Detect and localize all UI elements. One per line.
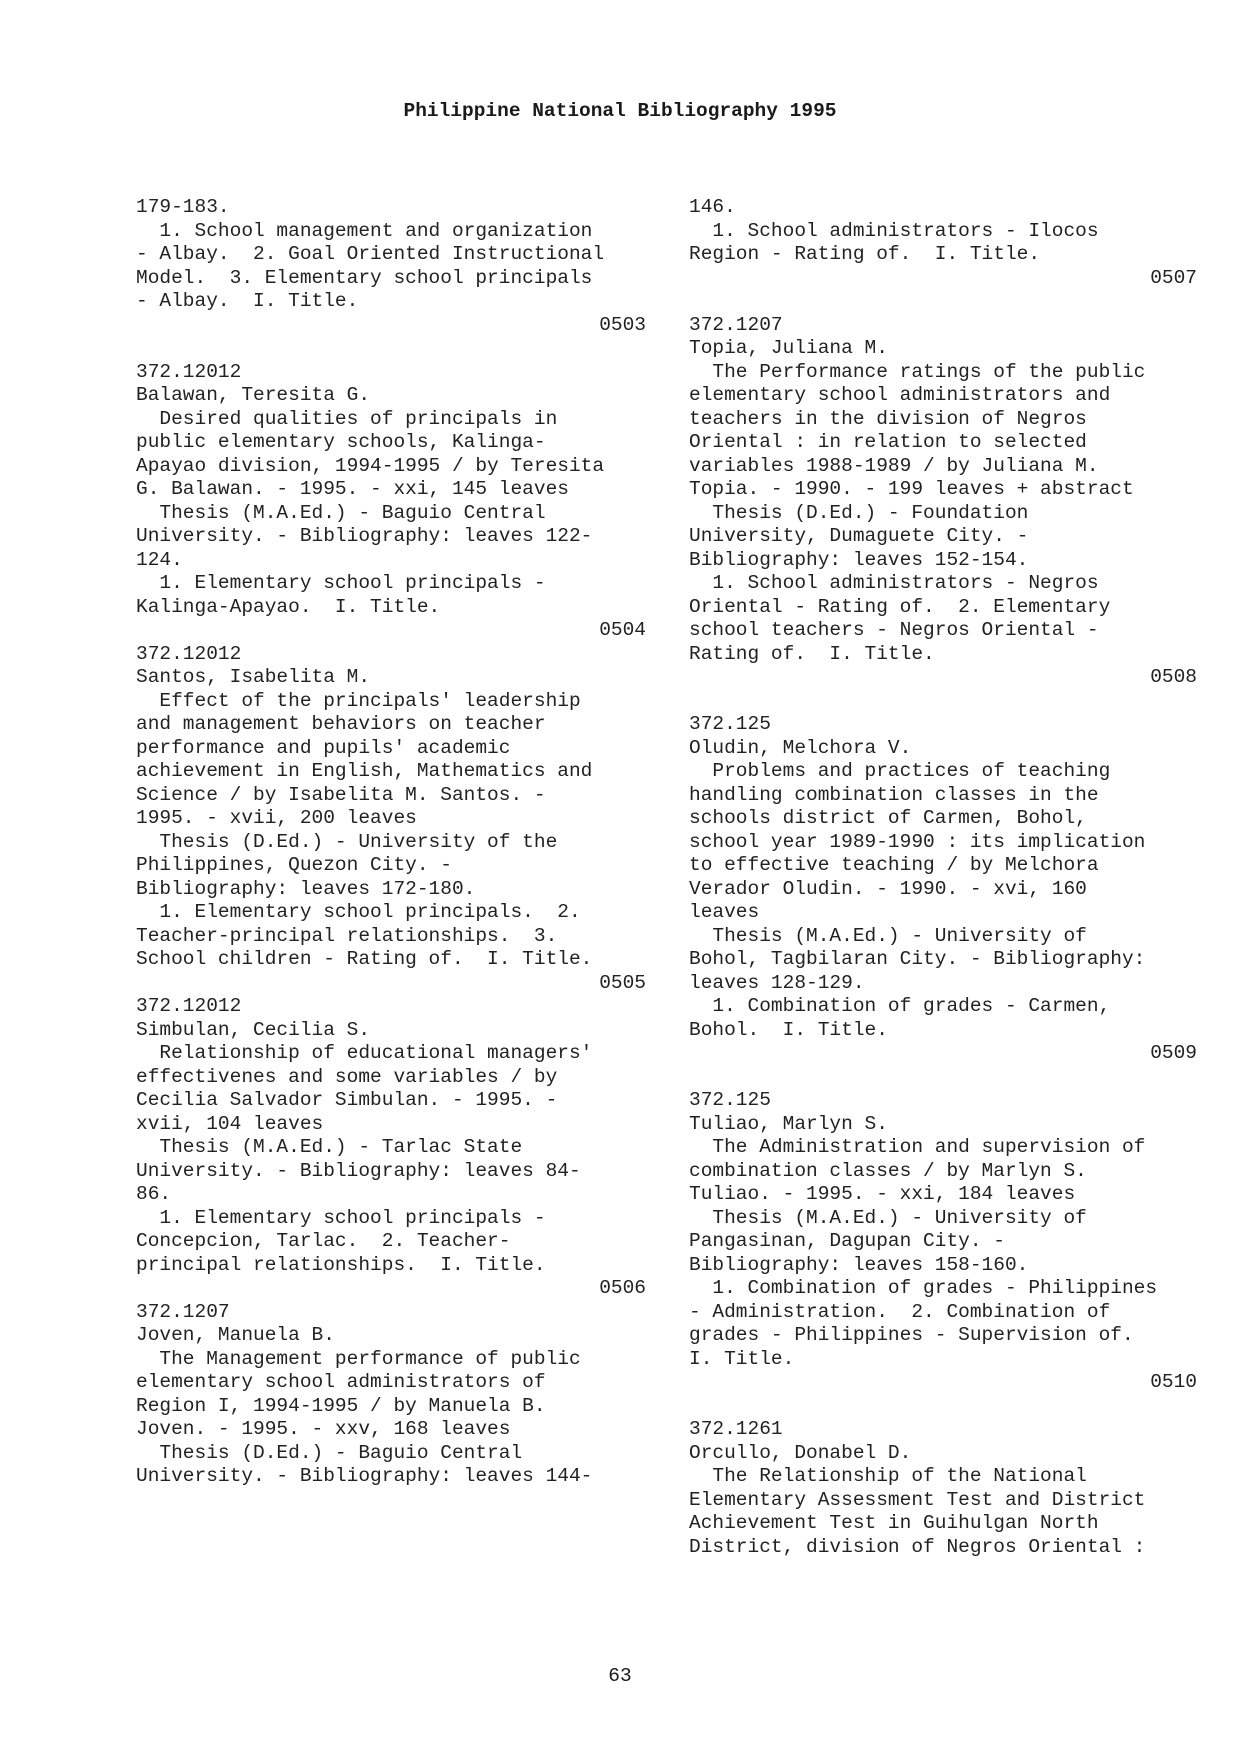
text-line: 179-183. bbox=[136, 196, 230, 218]
text-line: 86. bbox=[136, 1183, 172, 1205]
text-line: leaves bbox=[689, 901, 760, 923]
text-line: Orcullo, Donabel D. bbox=[689, 1441, 912, 1464]
text-line: 372.125 bbox=[689, 1089, 771, 1111]
text-line: - Albay. I. Title. bbox=[136, 290, 359, 312]
page-title: Philippine National Bibliography 1995 bbox=[403, 100, 837, 122]
text-line: Oludin, Melchora V. bbox=[689, 736, 912, 759]
text-line: Balawan, Teresita G. bbox=[136, 384, 371, 406]
text-line: 1995. - xvii, 200 leaves bbox=[136, 807, 417, 829]
text-line: combination classes / by Marlyn S. bbox=[689, 1159, 1087, 1182]
text-line: The Management performance of public bbox=[136, 1347, 581, 1370]
text-line: Region I, 1994-1995 / by Manuela B. bbox=[136, 1394, 546, 1417]
text-line: Thesis (M.A.Ed.) - University of bbox=[689, 1206, 1087, 1229]
text-line: 372.125 bbox=[689, 713, 771, 735]
text-line: Joven. - 1995. - xxv, 168 leaves bbox=[136, 1418, 511, 1440]
right-column bbox=[689, 196, 1197, 1559]
text-line: Bibliography: leaves 152-154. bbox=[689, 548, 1029, 571]
record-number: 0504 bbox=[599, 619, 646, 641]
text-line: Santos, Isabelita M. bbox=[136, 666, 371, 688]
text-line: The Administration and supervision of bbox=[689, 1136, 1146, 1158]
text-line: elementary school administrators and bbox=[689, 384, 1111, 406]
text-line: 1. School administrators - Negros bbox=[689, 572, 1099, 594]
text-line: Oriental - Rating of. 2. Elementary bbox=[689, 595, 1111, 618]
text-line: Teacher-principal relationships. 3. bbox=[136, 924, 558, 947]
text-line: Desired qualities of principals in bbox=[136, 407, 558, 430]
text-line: Science / by Isabelita M. Santos. - bbox=[136, 783, 546, 806]
text-line: Philippines, Quezon City. - bbox=[136, 854, 452, 876]
text-line: 124. bbox=[136, 548, 183, 571]
text-line: Thesis (D.Ed.) - Foundation bbox=[689, 501, 1029, 524]
text-line: Rating of. I. Title. bbox=[689, 642, 935, 665]
text-line: Model. 3. Elementary school principals bbox=[136, 266, 593, 289]
text-line: and management behaviors on teacher bbox=[136, 713, 546, 735]
blank-line bbox=[136, 337, 646, 361]
text-line: effectivenes and some variables / by bbox=[136, 1065, 558, 1088]
text-line: Verador Oludin. - 1990. - xvi, 160 bbox=[689, 877, 1087, 900]
text-line: Region - Rating of. I. Title. bbox=[689, 243, 1041, 265]
blank-line bbox=[689, 1395, 1197, 1419]
text-line: Pangasinan, Dagupan City. - bbox=[689, 1230, 1005, 1252]
blank-line bbox=[689, 1066, 1197, 1090]
text-line: school year 1989-1990 : its implication bbox=[689, 830, 1146, 853]
text-line: Joven, Manuela B. bbox=[136, 1324, 335, 1346]
text-line: 1. Elementary school principals - bbox=[136, 1206, 546, 1229]
text-line: Thesis (D.Ed.) - University of the bbox=[136, 830, 558, 853]
record-number: 0507 bbox=[1150, 266, 1197, 289]
text-line: - Albay. 2. Goal Oriented Instructional bbox=[136, 243, 605, 265]
text-line: University. - Bibliography: leaves 122- bbox=[136, 525, 593, 547]
text-line: Relationship of educational managers' bbox=[136, 1042, 593, 1064]
text-line: 372.12012 bbox=[136, 360, 242, 383]
text-line: achievement in English, Mathematics and bbox=[136, 760, 593, 782]
text-line: public elementary schools, Kalinga- bbox=[136, 431, 546, 453]
record-number: 0506 bbox=[599, 1277, 646, 1299]
text-line: Bohol, Tagbilaran City. - Bibliography: bbox=[689, 948, 1146, 970]
text-line: grades - Philippines - Supervision of. bbox=[689, 1324, 1134, 1346]
text-line: Bibliography: leaves 158-160. bbox=[689, 1253, 1029, 1276]
text-line: Bohol. I. Title. bbox=[689, 1018, 888, 1041]
text-line: District, division of Negros Oriental : bbox=[689, 1535, 1146, 1558]
blank-line bbox=[689, 290, 1197, 314]
text-line: Tuliao, Marlyn S. bbox=[689, 1112, 888, 1135]
text-line: The Performance ratings of the public bbox=[689, 360, 1146, 383]
text-line: to effective teaching / by Melchora bbox=[689, 854, 1099, 876]
text-line: The Relationship of the National bbox=[689, 1465, 1087, 1487]
text-line: Tuliao. - 1995. - xxi, 184 leaves bbox=[689, 1183, 1076, 1205]
text-line: 372.1207 bbox=[136, 1300, 230, 1323]
text-line: 372.12012 bbox=[136, 995, 242, 1017]
text-line: 146. bbox=[689, 196, 736, 218]
text-line: xvii, 104 leaves bbox=[136, 1112, 324, 1135]
text-line: Topia, Juliana M. bbox=[689, 337, 888, 359]
text-line: Achievement Test in Guihulgan North bbox=[689, 1512, 1099, 1534]
text-line: Concepcion, Tarlac. 2. Teacher- bbox=[136, 1230, 511, 1252]
text-line: University, Dumaguete City. - bbox=[689, 525, 1029, 547]
text-line: Cecilia Salvador Simbulan. - 1995. - bbox=[136, 1089, 558, 1111]
text-line: Topia. - 1990. - 199 leaves + abstract bbox=[689, 478, 1134, 500]
text-line: School children - Rating of. I. Title. bbox=[136, 948, 593, 970]
text-line: Apayao division, 1994-1995 / by Teresita bbox=[136, 454, 605, 477]
text-line: handling combination classes in the bbox=[689, 783, 1099, 806]
record-number: 0503 bbox=[599, 313, 646, 336]
text-line: schools district of Carmen, Bohol, bbox=[689, 807, 1087, 829]
text-line: I. Title. bbox=[689, 1347, 795, 1370]
text-line: Effect of the principals' leadership bbox=[136, 689, 581, 712]
text-line: school teachers - Negros Oriental - bbox=[689, 619, 1099, 641]
blank-line bbox=[689, 690, 1197, 714]
text-line: Thesis (D.Ed.) - Baguio Central bbox=[136, 1441, 523, 1464]
text-line: principal relationships. I. Title. bbox=[136, 1253, 546, 1276]
text-line: elementary school administrators of bbox=[136, 1371, 546, 1393]
text-line: Elementary Assessment Test and District bbox=[689, 1488, 1146, 1511]
left-column bbox=[136, 196, 646, 1489]
text-line: 1. Combination of grades - Philippines bbox=[689, 1277, 1158, 1299]
text-line: Kalinga-Apayao. I. Title. bbox=[136, 595, 441, 618]
text-line: 1. Combination of grades - Carmen, bbox=[689, 995, 1111, 1017]
text-line: Simbulan, Cecilia S. bbox=[136, 1018, 371, 1041]
text-line: performance and pupils' academic bbox=[136, 736, 511, 759]
text-line: 372.1261 bbox=[689, 1418, 783, 1440]
page-number: 63 bbox=[608, 1665, 632, 1687]
text-line: 372.12012 bbox=[136, 642, 242, 665]
text-line: Oriental : in relation to selected bbox=[689, 431, 1087, 453]
text-line: variables 1988-1989 / by Juliana M. bbox=[689, 454, 1099, 477]
text-line: - Administration. 2. Combination of bbox=[689, 1300, 1111, 1323]
text-line: leaves 128-129. bbox=[689, 971, 865, 994]
text-line: Problems and practices of teaching bbox=[689, 760, 1111, 782]
text-line: Bibliography: leaves 172-180. bbox=[136, 877, 476, 900]
text-line: 372.1207 bbox=[689, 313, 783, 336]
text-line: 1. Elementary school principals - bbox=[136, 572, 546, 594]
text-line: University. - Bibliography: leaves 84- bbox=[136, 1159, 581, 1182]
text-line: Thesis (M.A.Ed.) - University of bbox=[689, 924, 1087, 947]
text-line: 1. Elementary school principals. 2. bbox=[136, 901, 581, 923]
text-line: G. Balawan. - 1995. - xxi, 145 leaves bbox=[136, 478, 569, 500]
text-line: Thesis (M.A.Ed.) - Tarlac State bbox=[136, 1136, 523, 1158]
text-line: 1. School administrators - Ilocos bbox=[689, 219, 1099, 242]
text-line: Thesis (M.A.Ed.) - Baguio Central bbox=[136, 501, 546, 524]
text-line: teachers in the division of Negros bbox=[689, 407, 1087, 430]
text-line: University. - Bibliography: leaves 144- bbox=[136, 1465, 593, 1487]
record-number: 0510 bbox=[1150, 1371, 1197, 1393]
record-number: 0505 bbox=[599, 971, 646, 994]
record-number: 0508 bbox=[1150, 666, 1197, 688]
record-number: 0509 bbox=[1150, 1042, 1197, 1064]
text-line: 1. School management and organization bbox=[136, 219, 593, 242]
